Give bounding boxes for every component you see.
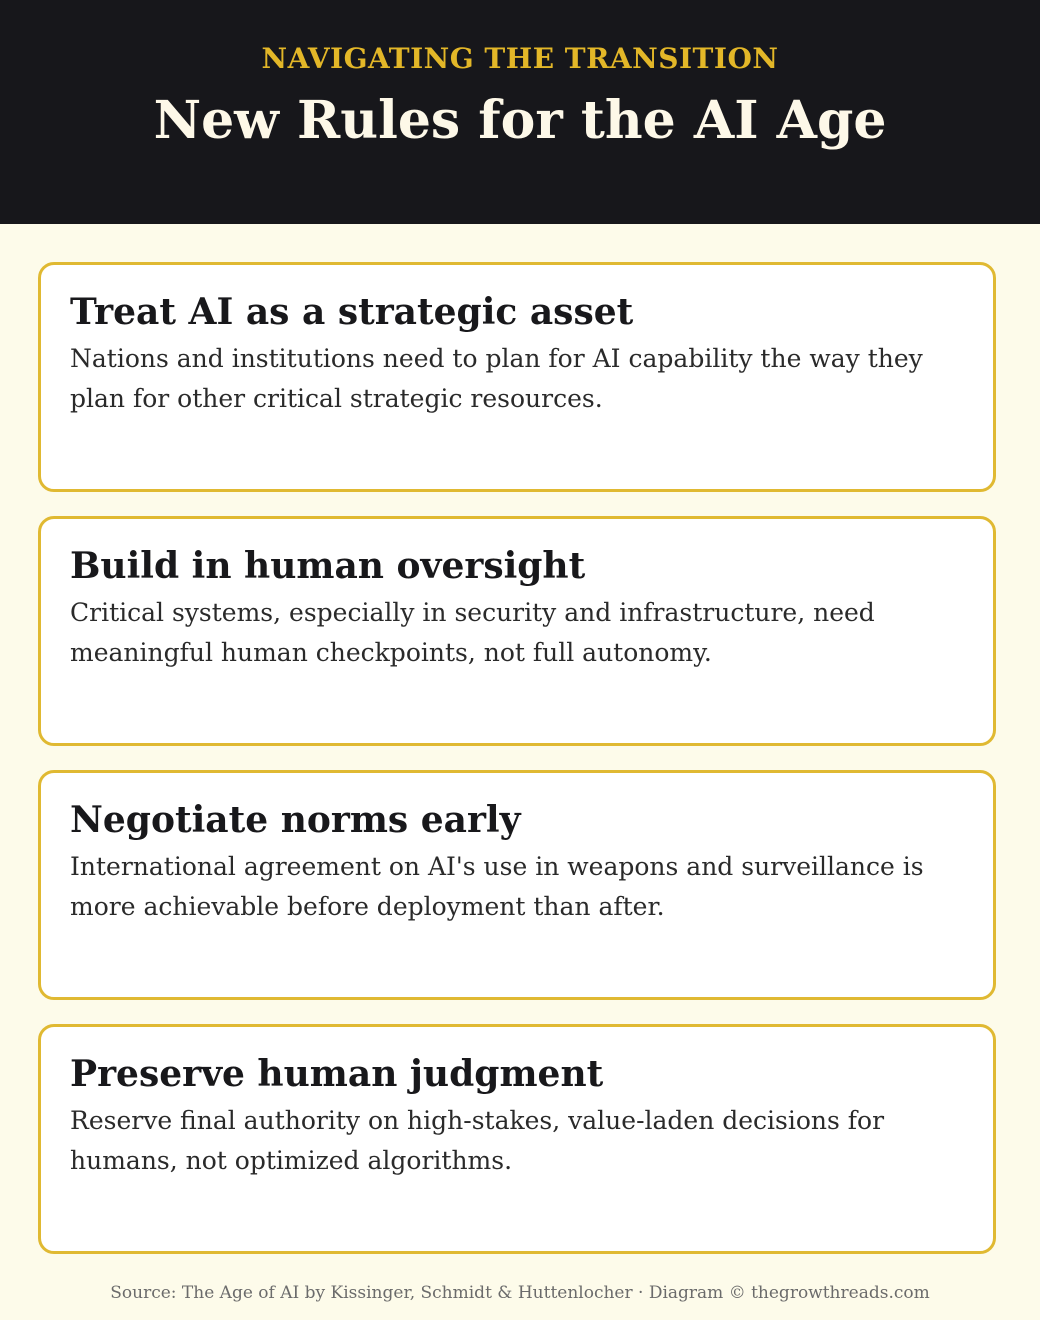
rule-card-negotiate-norms — [38, 770, 996, 1000]
rule-card-body: Nations and institutions need to plan for AI capability the way they plan for other critical strategic resources. — [70, 344, 923, 413]
header-banner — [0, 0, 1040, 224]
header-kicker: NAVIGATING THE TRANSITION — [261, 42, 779, 75]
rule-card-title: Build in human oversight — [70, 545, 586, 587]
page-title: New Rules for the AI Age — [153, 90, 887, 151]
source-credit: Source: The Age of AI by Kissinger, Schmidt & Huttenlocher · Diagram © thegrowthreads.com — [110, 1283, 930, 1303]
rule-card-body: Reserve final authority on high-stakes, value-laden decisions for humans, not optimized algorithms. — [70, 1106, 885, 1175]
rule-card-strategic-asset — [38, 262, 996, 492]
rule-card-human-oversight — [38, 516, 996, 746]
rule-card-title: Treat AI as a strategic asset — [70, 291, 634, 333]
rule-card-human-judgment — [38, 1024, 996, 1254]
rule-card-title: Preserve human judgment — [70, 1053, 604, 1095]
rule-card-body: Critical systems, especially in security and infrastructure, need meaningful human checkpoints, not full autonomy. — [70, 598, 875, 667]
rule-card-title: Negotiate norms early — [70, 799, 521, 841]
rule-card-body: International agreement on AI's use in weapons and surveillance is more achievable before deployment than after. — [70, 852, 924, 921]
